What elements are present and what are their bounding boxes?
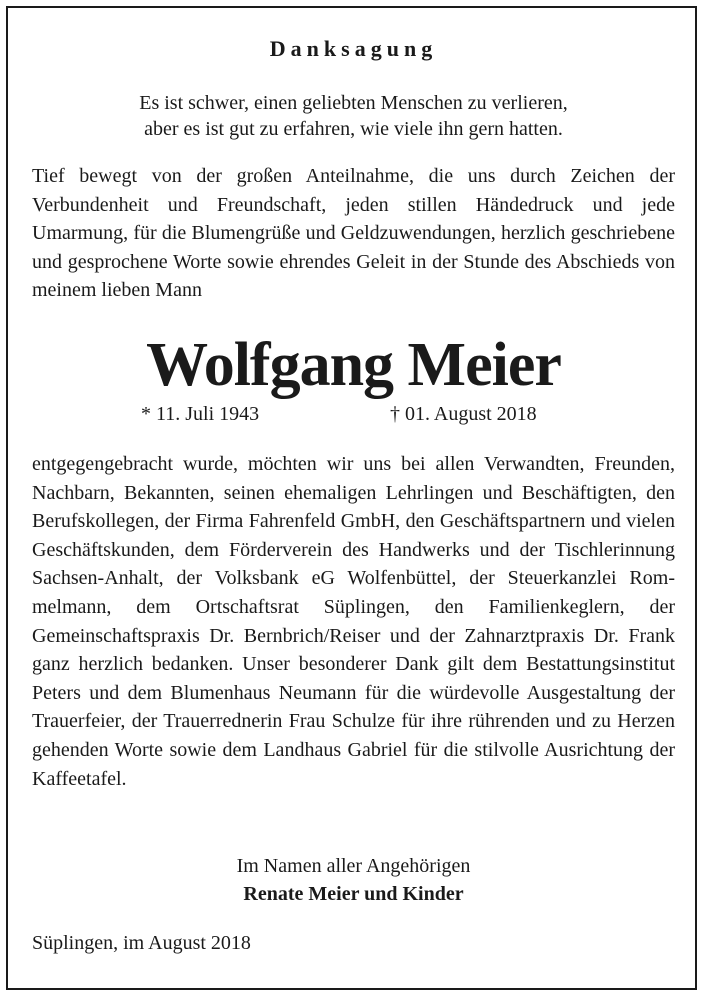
intro-paragraph: Tief bewegt von der großen Anteilnahme, die uns durch Zeichen der Verbundenheit und Freundschaft, jeden stillen Händedruck und jede Umarmung, für die Blumengrüße und Geldzuwendungen, herzlich geschriebene und gesprochene Worte sowie ehrendes Geleit in der Stunde des Abschieds von meinem lieben Mann xyxy=(32,165,675,302)
quote-line-1: Es ist schwer, einen geliebten Menschen zu verlieren, xyxy=(139,92,568,114)
deceased-name: Wolfgang Meier xyxy=(146,331,561,399)
quote-line-2: aber es ist gut zu erfahren, wie viele ihn gern hatten. xyxy=(144,118,563,140)
death-date: † 01. August 2018 xyxy=(390,403,537,425)
consolation-quote xyxy=(0,90,707,142)
signature-names: Renate Meier und Kinder xyxy=(243,883,464,905)
signature-intro: Im Namen aller Angehörigen xyxy=(236,855,471,877)
birth-date: * 11. Juli 1943 xyxy=(141,403,260,425)
place-and-date: Süplingen, im August 2018 xyxy=(32,932,251,954)
notice-heading: Danksagung xyxy=(269,36,438,61)
thanks-paragraph: entgegengebracht wurde, möchten wir uns bei allen Verwandten, Freunden, Nachbarn, Bekannten, seinen ehemaligen Lehrlingen und Beschäftigten, den Berufskollegen, der Firma Fahrenfeld GmbH, den Geschäftspartnern und vielen Geschäftskunden, dem Förderverein des Handwerks und der Tischlerinnung Sachsen-Anhalt, der Volksbank eG Wolfenbüttel, der Steuerkanzlei Rommelmann, dem Ortschaftsrat Süplingen, den Familienkeglern, der Gemeinschaftspraxis Dr. Bernbrich/Reiser und der Zahnarztpraxis Dr. Frank ganz herzlich bedanken. Unser besonderer Dank gilt dem Bestattungsinstitut Peters und dem Blumenhaus Neumann für die würdevolle Ausgestaltung der Trauerfeier, der Trauerrednerin Frau Schulze für ihre rührenden und zu Herzen gehenden Worte sowie dem Landhaus Gabriel für die stilvolle Ausrichtung der Kaffeetafel. xyxy=(32,453,675,790)
